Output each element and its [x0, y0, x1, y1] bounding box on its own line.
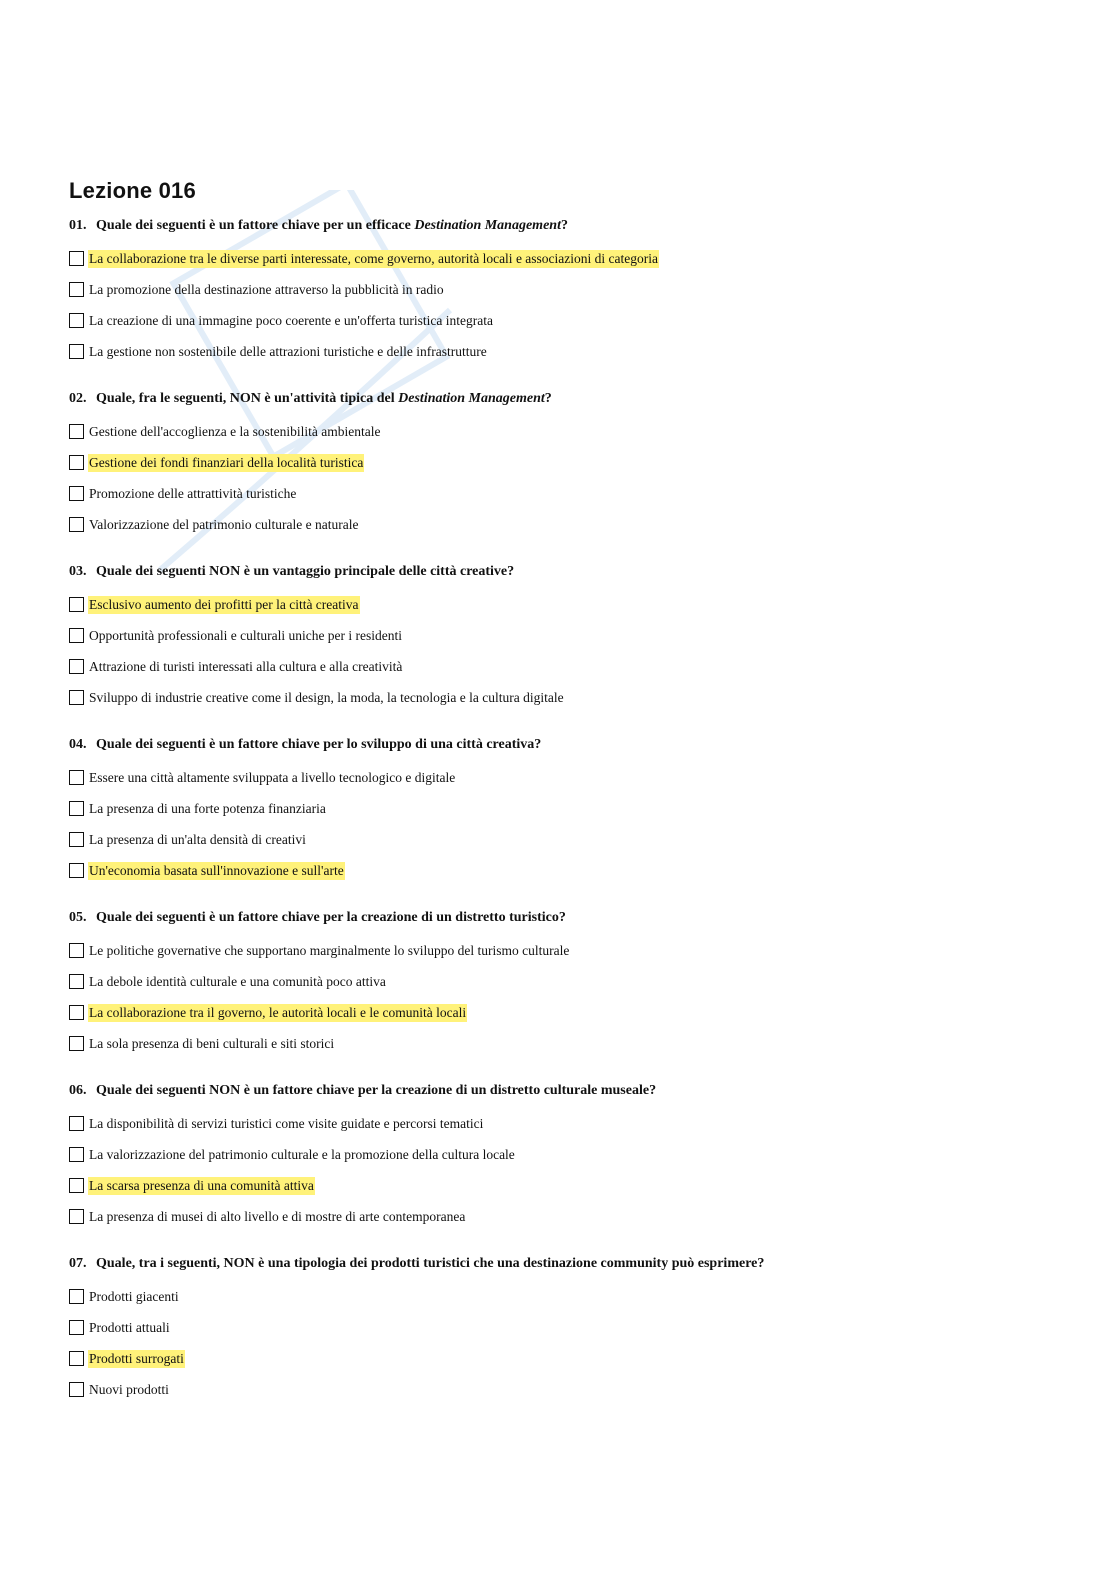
- question-prompt: Quale dei seguenti è un fattore chiave per un efficace: [96, 218, 415, 233]
- answer-option[interactable]: [69, 447, 1069, 478]
- question-block: [69, 216, 1069, 367]
- answer-label: La promozione della destinazione attraverso la pubblicità in radio: [89, 281, 444, 297]
- question-emphasis: Destination Management: [414, 218, 561, 233]
- question-block: [69, 908, 1069, 1059]
- question-prompt: Quale dei seguenti è un fattore chiave per la creazione di un distretto turistico?: [96, 910, 566, 925]
- answer-checkbox[interactable]: [69, 628, 84, 643]
- question-number: 01.: [69, 218, 87, 233]
- answer-label: La presenza di musei di alto livello e di mostre di arte contemporanea: [89, 1208, 466, 1224]
- question-number: 03.: [69, 564, 87, 579]
- question-number: 07.: [69, 1256, 87, 1271]
- answer-checkbox[interactable]: [69, 863, 84, 878]
- answer-checkbox[interactable]: [69, 974, 84, 989]
- answer-option[interactable]: [69, 762, 1069, 793]
- answer-label: La gestione non sostenibile delle attrazioni turistiche e delle infrastrutture: [89, 343, 487, 359]
- question-emphasis: Destination Management: [398, 391, 545, 406]
- answer-label: Prodotti giacenti: [89, 1288, 179, 1304]
- question-text: [69, 216, 1069, 236]
- answer-option[interactable]: [69, 1108, 1069, 1139]
- answer-label: Promozione delle attrattività turistiche: [89, 485, 297, 501]
- answer-checkbox[interactable]: [69, 1289, 84, 1304]
- question-prompt: Quale dei seguenti NON è un fattore chiave per la creazione di un distretto culturale museale?: [96, 1083, 657, 1098]
- answer-option[interactable]: [69, 274, 1069, 305]
- question-text: [69, 735, 1069, 755]
- document-page: [69, 176, 1069, 1427]
- answer-option[interactable]: [69, 1139, 1069, 1170]
- answer-checkbox[interactable]: [69, 251, 84, 266]
- questions-list: [69, 216, 1069, 1405]
- answer-label: La creazione di una immagine poco coerente e un'offerta turistica integrata: [89, 312, 493, 328]
- answer-label: Nuovi prodotti: [89, 1381, 169, 1397]
- page-title: Lezione 016: [69, 178, 196, 203]
- answer-checkbox[interactable]: [69, 659, 84, 674]
- answer-option[interactable]: [69, 855, 1069, 886]
- answer-option[interactable]: [69, 620, 1069, 651]
- question-block: [69, 389, 1069, 540]
- answer-checkbox[interactable]: [69, 801, 84, 816]
- question-prompt: Quale, fra le seguenti, NON è un'attività tipica del: [96, 391, 399, 406]
- answer-checkbox[interactable]: [69, 1036, 84, 1051]
- question-block: [69, 1081, 1069, 1232]
- question-text: [69, 1081, 1069, 1101]
- answer-label: Opportunità professionali e culturali uniche per i residenti: [89, 627, 403, 643]
- answer-label: Prodotti attuali: [89, 1319, 170, 1335]
- answer-option[interactable]: [69, 589, 1069, 620]
- answer-label: La presenza di una forte potenza finanziaria: [89, 800, 326, 816]
- answer-checkbox[interactable]: [69, 690, 84, 705]
- answer-label-highlighted: Gestione dei fondi finanziari della località turistica: [89, 454, 364, 470]
- answer-checkbox[interactable]: [69, 597, 84, 612]
- answer-option[interactable]: [69, 1201, 1069, 1232]
- answer-option[interactable]: [69, 935, 1069, 966]
- answer-option[interactable]: [69, 682, 1069, 713]
- question-text: [69, 562, 1069, 582]
- question-block: [69, 1254, 1069, 1405]
- answer-checkbox[interactable]: [69, 1147, 84, 1162]
- question-prompt: Quale dei seguenti NON è un vantaggio principale delle città creative?: [96, 564, 515, 579]
- answer-label: La valorizzazione del patrimonio culturale e la promozione della cultura locale: [89, 1146, 515, 1162]
- question-number: 06.: [69, 1083, 87, 1098]
- answer-option[interactable]: [69, 1312, 1069, 1343]
- answer-checkbox[interactable]: [69, 1005, 84, 1020]
- answer-option[interactable]: [69, 305, 1069, 336]
- question-number: 04.: [69, 737, 87, 752]
- answer-option[interactable]: [69, 336, 1069, 367]
- question-block: [69, 735, 1069, 886]
- question-suffix: ?: [544, 391, 552, 406]
- answer-label: Attrazione di turisti interessati alla cultura e alla creatività: [89, 658, 403, 674]
- answer-label: Sviluppo di industrie creative come il design, la moda, la tecnologia e la cultura digitale: [89, 689, 564, 705]
- question-prompt: Quale, tra i seguenti, NON è una tipologia dei prodotti turistici che una destinazione community può esprimere?: [96, 1256, 765, 1271]
- answer-option[interactable]: [69, 416, 1069, 447]
- answer-checkbox[interactable]: [69, 313, 84, 328]
- answer-option[interactable]: [69, 1374, 1069, 1405]
- answer-option[interactable]: [69, 793, 1069, 824]
- answer-checkbox[interactable]: [69, 1351, 84, 1366]
- answer-option[interactable]: [69, 1170, 1069, 1201]
- answer-checkbox[interactable]: [69, 770, 84, 785]
- answer-label: La debole identità culturale e una comunità poco attiva: [89, 973, 386, 989]
- answer-checkbox[interactable]: [69, 1382, 84, 1397]
- answer-label-highlighted: La collaborazione tra il governo, le autorità locali e le comunità locali: [89, 1004, 467, 1020]
- answer-checkbox[interactable]: [69, 1320, 84, 1335]
- answer-option[interactable]: [69, 966, 1069, 997]
- answer-label-highlighted: Un'economia basata sull'innovazione e sull'arte: [89, 862, 344, 878]
- answer-checkbox[interactable]: [69, 943, 84, 958]
- answer-label: La disponibilità di servizi turistici come visite guidate e percorsi tematici: [89, 1115, 484, 1131]
- answer-label-highlighted: Prodotti surrogati: [89, 1350, 184, 1366]
- answer-checkbox[interactable]: [69, 424, 84, 439]
- answer-label: Essere una città altamente sviluppata a livello tecnologico e digitale: [89, 769, 456, 785]
- answer-option[interactable]: [69, 509, 1069, 540]
- answer-label: Le politiche governative che supportano marginalmente lo sviluppo del turismo culturale: [89, 942, 570, 958]
- question-suffix: ?: [560, 218, 568, 233]
- answer-checkbox[interactable]: [69, 282, 84, 297]
- answer-label: Gestione dell'accoglienza e la sostenibilità ambientale: [89, 423, 381, 439]
- question-block: [69, 562, 1069, 713]
- answer-label: La sola presenza di beni culturali e siti storici: [89, 1035, 335, 1051]
- answer-option[interactable]: [69, 824, 1069, 855]
- answer-checkbox[interactable]: [69, 344, 84, 359]
- answer-checkbox[interactable]: [69, 832, 84, 847]
- answer-checkbox[interactable]: [69, 1209, 84, 1224]
- answer-checkbox[interactable]: [69, 517, 84, 532]
- answer-checkbox[interactable]: [69, 1178, 84, 1193]
- question-text: [69, 1254, 1069, 1274]
- answer-label-highlighted: La scarsa presenza di una comunità attiva: [89, 1177, 314, 1193]
- answer-label-highlighted: Esclusivo aumento dei profitti per la città creativa: [89, 596, 359, 612]
- answer-option[interactable]: [69, 243, 1069, 274]
- question-text: [69, 908, 1069, 928]
- answer-label-highlighted: La collaborazione tra le diverse parti interessate, come governo, autorità locali e associazioni di categoria: [89, 250, 658, 266]
- answer-option[interactable]: [69, 1281, 1069, 1312]
- question-prompt: Quale dei seguenti è un fattore chiave per lo sviluppo di una città creativa?: [96, 737, 542, 752]
- answer-checkbox[interactable]: [69, 486, 84, 501]
- answer-option[interactable]: [69, 478, 1069, 509]
- question-number: 05.: [69, 910, 87, 925]
- question-text: [69, 389, 1069, 409]
- answer-option[interactable]: [69, 1028, 1069, 1059]
- answer-option[interactable]: [69, 651, 1069, 682]
- answer-option[interactable]: [69, 997, 1069, 1028]
- answer-option[interactable]: [69, 1343, 1069, 1374]
- answer-label: Valorizzazione del patrimonio culturale e naturale: [89, 516, 359, 532]
- answer-checkbox[interactable]: [69, 455, 84, 470]
- answer-checkbox[interactable]: [69, 1116, 84, 1131]
- answer-label: La presenza di un'alta densità di creativi: [89, 831, 306, 847]
- question-number: 02.: [69, 391, 87, 406]
